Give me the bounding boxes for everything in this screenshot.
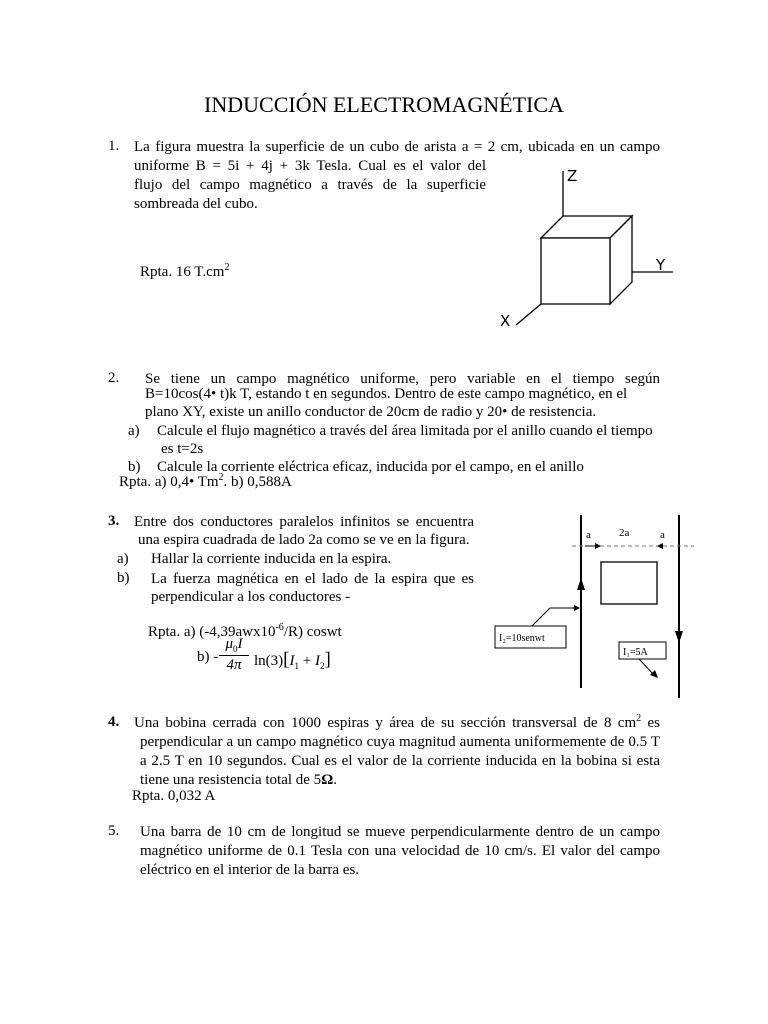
problem-3-answer-b-label: b) -: [197, 649, 219, 665]
problem-2-number: 2.: [108, 370, 120, 386]
problem-2-line: Se tiene un campo magnético uniforme, pero variable en el tiempo según: [145, 371, 660, 387]
problem-2-b-label: b): [128, 459, 141, 475]
problem-1-number: 1.: [108, 138, 120, 154]
x-axis-line: [516, 304, 541, 325]
answer-superscript: 2: [224, 262, 230, 273]
problem-5-text: [140, 823, 660, 880]
pointer-arrow-icon: [650, 670, 658, 678]
page-title: INDUCCIÓN ELECTROMAGNÉTICA: [204, 92, 564, 117]
i2-label: I₂=10senwt: [499, 633, 545, 644]
problem-4-line: [140, 771, 660, 790]
y-axis-label: Y: [656, 256, 666, 274]
formula-bracket: ]: [324, 649, 331, 670]
answer-text: Rpta. 16 T.cm: [140, 264, 225, 280]
omega-symbol: Ω: [321, 772, 334, 788]
problem-2-line: [145, 386, 627, 403]
formula-subscript: 0: [233, 644, 238, 654]
problem-2-a-text: es t=2s: [161, 441, 204, 457]
problem-1-line: sombreada del cubo.: [134, 196, 258, 212]
problem-4-line-part: tiene una resistencia total de 5: [140, 772, 322, 788]
problem-2-line-part: ético, en el: [561, 386, 628, 402]
formula-subscript: 1: [294, 661, 299, 671]
dimension-label-2a: 2a: [619, 527, 630, 539]
problem-4-line-part: .: [333, 772, 337, 788]
formula-bracket: [: [283, 649, 290, 670]
problem-1-text: [134, 138, 660, 157]
problem-2-answer: [119, 474, 292, 491]
i1-pointer-line: [639, 659, 654, 675]
problem-2-a-text: Calcule el flujo magnético a través del área limitada por el anillo cuando el tiempo: [157, 423, 653, 439]
formula-fraction: [219, 636, 249, 674]
problem-5-line: magnético uniforme de 0.1 Tesla con una velocidad de 10 cm/s. El valor del campo: [140, 843, 660, 859]
problem-2-b-text: Calcule la corriente eléctrica eficaz, inducida por el campo, en el anillo: [157, 459, 584, 475]
problem-3-line: La fuerza magnética en el lado de la espira que es: [151, 571, 474, 587]
formula-numerator: [219, 636, 249, 656]
formula-plus: +: [302, 653, 312, 669]
cube-figure: [490, 165, 680, 335]
dimension-arrow-icon: [595, 543, 601, 549]
formula-I: I: [237, 636, 243, 652]
answer-superscript: 2: [218, 472, 224, 483]
i2-pointer-line: [532, 608, 574, 626]
formula-I: I: [289, 653, 295, 669]
x-axis-label: X: [500, 312, 511, 330]
answer-text: Rpta. a) 0,4• Tm: [119, 474, 219, 490]
square-loop: [601, 562, 657, 604]
problem-4-line-part: es: [641, 715, 660, 731]
answer-text: . b) 0,588A: [223, 474, 292, 490]
formula-I: I: [314, 653, 320, 669]
problem-2-line-part: B=10cos(4• t)k T, estando t en segundos. Dentro de este campo magn: [145, 386, 562, 402]
problem-3-a-text: Hallar la corriente inducida en la espira.: [151, 551, 392, 567]
superscript: 2: [636, 713, 642, 724]
i1-label: I₁=5A: [623, 647, 648, 658]
problem-1-text-cont: [134, 157, 486, 214]
problem-3-b-text: [151, 570, 474, 589]
problem-4-answer: Rpta. 0,032 A: [132, 788, 216, 804]
problem-4-line: perpendicular a un campo magnético cuya magnitud aumenta uniformemente de 0.5 T: [140, 734, 660, 750]
problem-4-line: a 2.5 T en 10 segundos. Cual es el valor de la corriente inducida en la bobina si esta: [140, 753, 660, 769]
problem-4-line: [134, 714, 660, 733]
down-arrow-icon: [675, 631, 683, 643]
problem-3-b-label: b): [117, 570, 130, 586]
up-arrow-icon: [577, 578, 585, 590]
problem-4-text: [134, 714, 660, 733]
answer-text: /R) coswt: [283, 624, 342, 640]
problem-1-line: La figura muestra la superficie de un cubo de arista a = 2 cm, ubicada en un campo: [134, 139, 660, 155]
problem-2-a-label: a): [128, 423, 140, 439]
problem-4-number: 4.: [108, 714, 120, 730]
problem-4-text-cont: [140, 733, 660, 790]
problem-5-line: Una barra de 10 cm de longitud se mueve perpendicularmente dentro de un campo: [140, 824, 660, 840]
formula-subscript: 2: [319, 661, 325, 671]
problem-2-line: plano XY, existe un anillo conductor de 20cm de radio y 20• de resistencia.: [145, 404, 597, 420]
answer-superscript: -6: [275, 622, 284, 633]
answer-text: Rpta. a) (-4,39awx10: [148, 624, 276, 640]
problem-1-line: uniforme B = 5i + 4j + 3k Tesla. Cual es el valor del: [134, 158, 486, 174]
formula-denominator: 4π: [226, 657, 242, 673]
problem-1-answer: [140, 264, 229, 281]
problem-3-line: Entre dos conductores paralelos infinitos se encuentra: [134, 514, 474, 530]
conductors-figure: [482, 510, 700, 710]
pointer-arrow-icon: [574, 605, 580, 611]
problem-3-a-label: a): [117, 551, 129, 567]
dimension-label-a-right: a: [660, 529, 665, 541]
formula-mu: μ: [225, 636, 234, 652]
problem-5-line: eléctrico en el interior de la barra es.: [140, 862, 360, 878]
dimension-label-a-left: a: [586, 529, 591, 541]
problem-1-line: flujo del campo magnético a través de la superficie: [134, 177, 486, 193]
problem-3-number: 3.: [108, 513, 120, 529]
problem-5-number: 5.: [108, 823, 120, 839]
z-axis-label: Z: [567, 167, 578, 185]
problem-3-text: [134, 513, 474, 532]
problem-4-line-part: Una bobina cerrada con 1000 espiras y área de su sección transversal de 8 cm: [134, 715, 637, 731]
problem-3-line: una espira cuadrada de lado 2a como se ve en la figura.: [138, 532, 470, 548]
formula-rest: [254, 649, 331, 671]
formula-ln: ln(3): [254, 653, 284, 669]
dimension-arrow-icon: [657, 543, 663, 549]
problem-3-b-text: perpendicular a los conductores -: [151, 589, 351, 605]
cube-front-face: [541, 238, 610, 304]
